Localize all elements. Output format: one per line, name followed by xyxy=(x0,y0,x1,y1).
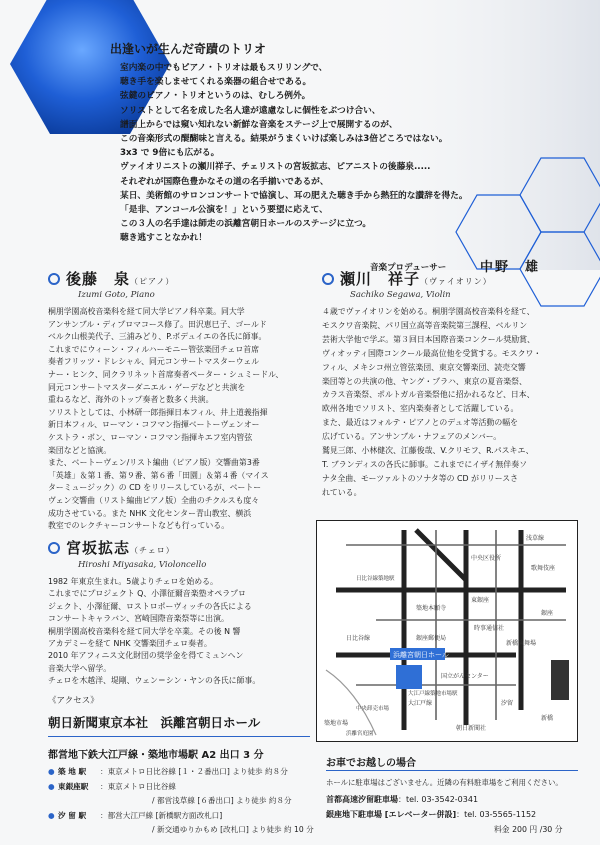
access-main-route: 都営地下鉄大江戸線・築地市場駅 A2 出口 3 分 xyxy=(48,750,264,761)
page-title: 出逢いが生んだ奇蹟のトリオ xyxy=(110,42,266,56)
car-note: ホールに駐車場はございません。近隣の有料駐車場をご利用ください。 xyxy=(326,778,563,787)
goto-bio-line: 奏者フリッツ・ドレシャル、同元コンサートマスターウェル xyxy=(48,357,260,367)
intro-line: 譜面上からでは窺い知れない新鮮な音楽をステージ上で展開するのが、 xyxy=(120,119,398,130)
hall-marker xyxy=(396,665,422,689)
route-detail: ：東京メトロ日比谷線 [１・２番出口] より徒歩 約８分 xyxy=(100,767,288,776)
goto-bio-line: これまでにウィーン・フィルハーモニー管弦楽団チェロ首席 xyxy=(48,344,259,354)
access-label: 《アクセス》 xyxy=(48,696,99,706)
route-mark: ● xyxy=(48,781,55,791)
segawa-bio-line: ナタ全曲、モーツァルトのソナタ等の CD がリリースさ xyxy=(322,473,519,483)
map-label-jiji: 時事通信社 xyxy=(474,625,505,632)
goto-bio-line: ケストラ・ボン、ローマン・コフマン指揮キエフ室内管弦 xyxy=(48,433,253,442)
map-label-honganji: 築地本願寺 xyxy=(416,605,447,612)
miyasaka-bio-line: 桐朋学園高校音楽科を経て同大学を卒業。その後 N 響 xyxy=(48,626,241,636)
access-company: 朝日新聞東京本社 浜離宮朝日ホール xyxy=(48,715,261,730)
segawa-bio-line: フィル、メキシコ州立管弦楽団、東京交響楽団、読売交響 xyxy=(322,362,526,372)
map-label-hibiya-line: 日比谷線 xyxy=(346,635,371,642)
intro-line: 某日、美術館のサロンコンサートで協演し、耳の肥えた聴き手から熱狂的な讃辞を得た。 xyxy=(120,190,468,201)
map-label-oedo-line: 大江戸線 xyxy=(408,700,433,707)
miyasaka-name-heading xyxy=(48,537,175,558)
miyasaka-instrument: （チェロ） xyxy=(130,546,175,555)
miyasaka-bio-line: チェロを木越洋、堤剛、ウェン＝シン・ヤンの各氏に師事。 xyxy=(48,676,261,686)
goto-name: 後藤 泉 xyxy=(66,270,131,288)
parking-tel: ：tel. 03-5565-1152 xyxy=(456,809,537,819)
miyasaka-bio-line: 1982 年東京生まれ。5歳よりチェロを始める。 xyxy=(48,577,218,586)
goto-bio-line: 重ねるなど、海外のトップ奏者と数多く共演。 xyxy=(48,395,214,405)
segawa-bio-line: モスクワ音楽院、パリ国立高等音楽院第三課程、ベルリン xyxy=(322,320,528,330)
parking-row xyxy=(326,809,536,820)
segawa-bio-line: カラス音楽祭、ポルトガル音楽祭他に招かれるなど、日本、 xyxy=(322,390,535,400)
author-name: 中野 雄 xyxy=(480,260,541,275)
map-label-enbujo: 新橋演舞場 xyxy=(506,640,537,647)
intro-line: それぞれが国際色豊かなその道の名手揃いであるが、 xyxy=(120,176,329,187)
segawa-name: 瀬川 祥子 xyxy=(340,270,421,288)
route-station: 東銀座駅 xyxy=(58,781,89,791)
goto-bio-line: アンサンブル・ディプロマコース修了。田沢恵巳子、ゴールド xyxy=(48,319,267,329)
route-detail: ：東京メトロ日比谷線 xyxy=(100,781,176,791)
goto-bio-line: ヴェン交響曲（リスト編曲ピアノ版）全曲のチクルスも度々 xyxy=(48,496,260,505)
route-detail: / 都営浅草線 [６番出口] より徒歩 約８分 xyxy=(152,796,292,805)
goto-bio-line: 桐朋学園高校音楽科を経て同大学ピアノ科卒業。同大学 xyxy=(48,307,245,316)
map-label-shinbashi: 新橋 xyxy=(541,715,554,722)
miyasaka-name: 宮坂拡志 xyxy=(66,539,131,557)
intro-line: この音楽形式の醍醐味と言える。結果がうまくいけば楽しみは3倍どころではない。 xyxy=(120,134,448,144)
miyasaka-bio-line: ジェクト、小澤征爾、ロストロポーヴィッチの各氏による xyxy=(48,601,252,611)
map-label-oedo-station: 大江戸線築地市場駅 xyxy=(408,691,458,697)
intro-line: ヴァイオリニストの瀬川祥子、チェリストの宮坂拡志、ピアニストの後藤泉..... xyxy=(120,162,431,173)
map-label-asahi: 朝日新聞社 xyxy=(456,725,487,732)
miyasaka-bio-line: コンサートキャラバン、宮崎国際音楽祭等に出演。 xyxy=(48,614,229,624)
name-bullet-icon xyxy=(48,542,60,554)
intro-line: 3x3 で 9倍にも広がる。 xyxy=(120,148,220,159)
segawa-bio-line: 鷲見三郎、小林健次、江藤俊哉、V.クリモフ、R.パスキエ、 xyxy=(322,446,534,455)
route-row xyxy=(48,781,176,792)
map-label-ward-office: 中央区役所 xyxy=(471,555,502,562)
route-mark: ● xyxy=(48,767,55,776)
miyasaka-bio-line: 音楽大学へ留学。 xyxy=(48,663,112,673)
parking-tel: ：tel. 03-3542-0341 xyxy=(398,795,479,804)
goto-bio-line: 成功させている。また NHK 文化センター青山教室、横浜 xyxy=(48,508,252,518)
intro-line: 弦鍵のピアノ・トリオというのは、むしろ例外。 xyxy=(120,91,311,102)
map-label-kabukiza: 歌舞伎座 xyxy=(531,565,556,572)
parking-name: 銀座地下駐車場 [エレベーター併設] xyxy=(326,809,457,819)
intro-line: ソリストとして名を成した名人達が遠慮なしに個性をぶつけ合い、 xyxy=(120,105,381,116)
goto-bio-line: ターミュージック）の CD をリリースしているが、ベートー xyxy=(48,483,262,493)
segawa-bio-line: T. ブランディスの各氏に師事。これまでにイザイ無伴奏ソ xyxy=(322,459,527,469)
route-station: 築 地 駅 xyxy=(58,767,87,776)
intro-line: 聴き逃すことなかれ！ xyxy=(120,233,207,244)
route-detail: / 新交通ゆりかもめ [改札口] より徒歩 約 10 分 xyxy=(152,825,314,834)
map-label-asakusa-line: 浅草線 xyxy=(526,535,545,542)
goto-bio-line: ナー・ヒンク、同クラリネット首席奏者ペーター・シュミードル、 xyxy=(48,370,284,379)
map-label-post-office: 銀座郵便局 xyxy=(416,635,447,642)
parking-name: 首都高速汐留駐車場 xyxy=(326,795,398,804)
goto-instrument: （ピアノ） xyxy=(130,277,175,286)
map-label-rikyu-garden: 浜離宮庭園 xyxy=(346,731,374,737)
map-label-tsukiji-station: 日比谷線築地駅 xyxy=(356,576,395,582)
map-label-cancer-center: 国立がんセンター xyxy=(441,673,489,680)
goto-bio-line: 教室でのレクチャーコンサートなども行っている。 xyxy=(48,521,230,531)
map-label-ginza: 銀座 xyxy=(541,610,554,617)
name-bullet-icon xyxy=(322,273,334,285)
goto-roman: Izumi Goto, Piano xyxy=(78,290,155,300)
goto-name-heading xyxy=(48,268,174,289)
segawa-roman: Sachiko Segawa, Violin xyxy=(350,290,451,300)
name-bullet-icon xyxy=(48,273,60,285)
route-station: 汐 留 駅 xyxy=(58,810,87,820)
route-detail: ：都営大江戸線 [新橋駅方面改札口] xyxy=(100,810,223,820)
goto-bio-line: 楽団などと協演。 xyxy=(48,445,112,455)
map-label-shiodome: 汐留 xyxy=(501,700,514,707)
goto-bio-line: 「英雄」＆第１番、第９番、第６番「田園」＆第４番（マイス xyxy=(48,470,269,480)
parking-fee: 料金 200 円 /30 分 xyxy=(494,825,563,834)
route-row xyxy=(48,795,292,806)
intro-line: 聴き手を楽しませてくれる楽器の組合せである。 xyxy=(120,77,312,88)
route-mark: ● xyxy=(48,810,55,820)
car-title: お車でお越しの場合 xyxy=(326,758,416,769)
segawa-bio-line: 芸術大学他で学ぶ。第３回日本国際音楽コンクール奨励賞、 xyxy=(322,334,535,344)
map-label-central-market: 中央卸売市場 xyxy=(356,706,390,712)
route-row xyxy=(48,766,288,777)
parking-row xyxy=(326,794,478,805)
goto-bio-line: 新日本フィル、ローマン・コフマン指揮ベートーヴェンオー xyxy=(48,420,260,430)
route-row xyxy=(48,810,222,821)
goto-bio-line: ベルク山根美代子、三浦みどり、P.ボデュイエの各氏に師事。 xyxy=(48,332,267,342)
car-divider xyxy=(326,770,578,771)
segawa-bio-line: れている。 xyxy=(322,487,362,497)
segawa-bio-line: 広げている。アンサンブル・ナフェアのメンバー。 xyxy=(322,432,502,442)
segawa-name-heading xyxy=(322,268,492,289)
intro-line: 室内楽の中でもピアノ・トリオは最もスリリングで、 xyxy=(120,63,328,73)
segawa-bio-line: ４歳でヴァイオリンを始める。桐朋学園高校音楽科を経て、 xyxy=(322,307,535,316)
intro-line: 「是非、アンコール公演を！」という要望に応えて、 xyxy=(120,205,328,215)
miyasaka-bio-line: 2010 年アフィニス文化財団の奨学金を得てミュンヘン xyxy=(48,651,244,661)
segawa-instrument: （ヴァイオリン） xyxy=(420,277,492,286)
miyasaka-bio-line: これまでにプロジェクト Q、小澤征爾音楽塾オペラプロ xyxy=(48,589,246,599)
goto-bio-line: また、ベートーヴェン/リスト編曲（ピアノ版）交響曲第3番 xyxy=(48,458,260,468)
map-label-higashi-ginza: 東銀座 xyxy=(471,597,490,604)
segawa-bio-line: 楽団等との共演の他、ヤング・プラハ、東京の夏音楽祭、 xyxy=(322,376,527,386)
access-map xyxy=(316,520,578,742)
access-divider xyxy=(48,736,310,737)
miyasaka-bio-line: アカデミーを経て NHK 交響楽団チェロ奏者。 xyxy=(48,639,212,648)
segawa-bio-line: また、最近はフォルテ・ピアノとのデュオ等活動の幅を xyxy=(322,418,519,428)
miyasaka-roman: Hiroshi Miyasaka, Violoncello xyxy=(78,560,207,570)
goto-bio-line: 同元コンサートマスターダニエル・ゲーデなどと共演を xyxy=(48,382,246,392)
segawa-bio-line: ヴィオッティ国際コンクール最高位他を受賞する。モスクワ・ xyxy=(322,348,542,358)
intro-line: この３人の名手達は師走の浜離宮朝日ホールのステージに立つ。 xyxy=(120,219,372,230)
author-role: 音楽プロデューサー xyxy=(370,263,447,273)
segawa-bio-line: 欧州各地でソリスト、室内楽奏者として活躍している。 xyxy=(322,404,519,414)
goto-bio-line: ソリストとしては、小林研一郎指揮日本フィル、井上道義指揮 xyxy=(48,407,268,417)
route-row xyxy=(48,824,314,835)
map-hall-label: 浜離宮朝日ホール xyxy=(393,651,449,659)
map-label-tsukiji-market: 築地市場 xyxy=(324,720,349,727)
